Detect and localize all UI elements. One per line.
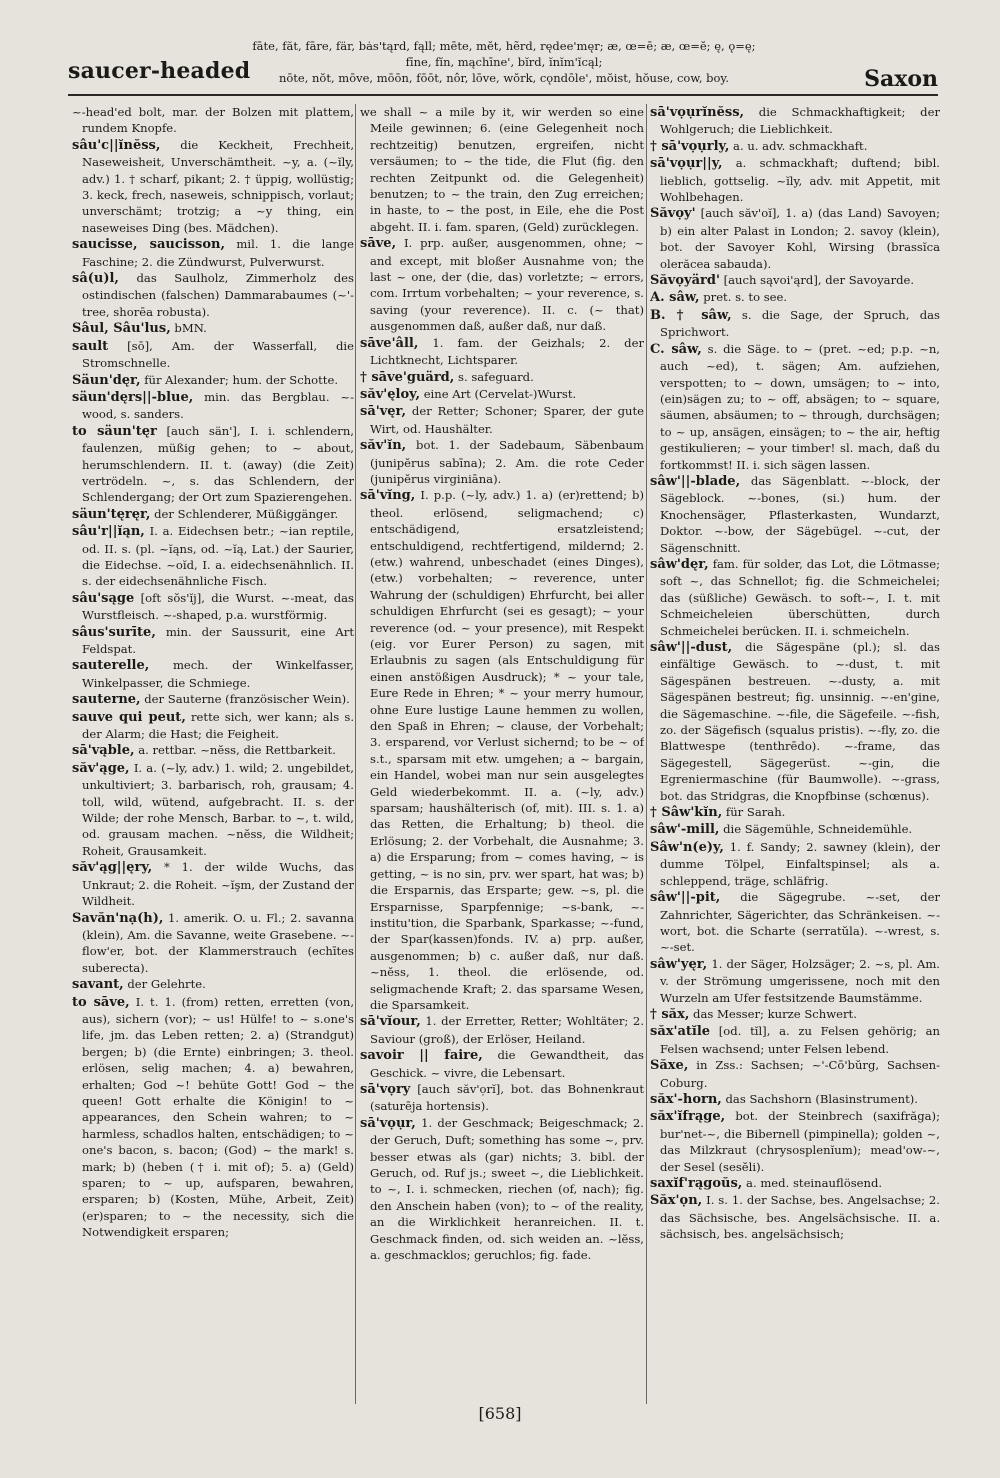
dictionary-entry <box>650 1023 940 1057</box>
headword: A. sâw, <box>650 290 700 306</box>
headword: † săx, <box>650 1006 690 1022</box>
definition-text: mech. der Winkelfasser, Winkelpasser, die Schmiege. <box>82 658 354 690</box>
headword: sâu'r||ĭąn, <box>72 524 145 540</box>
headword: Săvọy' <box>650 206 696 222</box>
column-divider <box>646 104 647 1404</box>
definition-text: a. med. steinauflösend. <box>746 1176 883 1190</box>
dictionary-entry <box>72 137 354 236</box>
headword: säun'tęręr, <box>72 506 151 522</box>
dictionary-entry <box>72 691 354 708</box>
dictionary-entry <box>72 338 354 372</box>
headword: sauterne, <box>72 692 141 708</box>
definition-text: in Zss.: Sachsen; ~'-Cō'bŭrg, Sachsen-Coburg. <box>660 1058 940 1090</box>
definition-text: eine Art (Cervelat-)Wurst. <box>423 386 577 401</box>
dictionary-entry <box>650 473 940 556</box>
headword: sā'vọry <box>360 1081 411 1097</box>
definition-text: I. s. 1. der Sachse, bes. Angelsachse; 2. das Sächsische, bes. Angelsächsische. II. a. sächsisch, bes. angelsächsisch; <box>660 1193 940 1242</box>
definition-text: 1. amerik. O. u. Fl.; 2. savanna (klein), Am. die Savanne, weite Grasebene. ~-flow'er, bot. der Klammerstrauch (echītes suberecta). <box>82 910 354 975</box>
dictionary-entry <box>72 389 354 423</box>
pronunciation-key-line: nōte, nŏt, mōve, mōōn, fōōt, nôr, lōve, wŏrk, cǫndōle', mŏist, hŏuse, cow, boy. <box>278 71 730 85</box>
definition-text: [oft sŏs'ĭj], die Wurst. ~-meat, das Wurstfleisch. ~-shaped, p.a. wurstförmig. <box>82 590 354 623</box>
headword: Savăn'nạ(h), <box>72 910 164 926</box>
dictionary-entry <box>360 437 644 487</box>
headword: sâus'surīte, <box>72 624 156 640</box>
definition-text: 1. der Geschmack; Beigeschmack; 2. der Geruch, Duft; something has some ~, prv. besser etwas als (gar) nichts; 3. bibl. der Geruch, od. Ruf js.; sweet ~, die Lieblichkeit. to ~, I. i. schmecken, riechen (of, nach); fig. den Anschein haben (von); to ~ of the reality, an die Wirklichkeit heranreichen. II. t. Geschmack finden, od. sich weiden an. ~lĕss, a. geschmacklos; geruchlos; fig. fade. <box>370 1115 644 1263</box>
dictionary-entry <box>72 742 354 759</box>
headword: săv'ąg||ęry, <box>72 860 153 876</box>
dictionary-entry <box>360 1081 644 1115</box>
headword: săx'ĭfrąge, <box>650 1109 726 1125</box>
dictionary-entry <box>360 235 644 334</box>
definition-text: 1. der Säger, Holzsäger; 2. ~s, pl. Am. v. der Strömung umgerissene, noch mit den Wurzeln am Ufer festsitzende Baumstämme. <box>660 956 940 1005</box>
definition-text: * 1. der wilde Wuchs, das Unkraut; 2. die Roheit. ~ĭşm, der Zustand der Wildheit. <box>82 860 354 909</box>
dictionary-entry <box>72 859 354 909</box>
definition-text: das Saulholz, Zimmerholz des ostindischen (falschen) Dammarabaumes (~'-tree, shorēa robusta). <box>82 271 354 319</box>
dictionary-entry <box>72 104 354 137</box>
headword: Sâw'n(e)y, <box>650 839 724 855</box>
definition-text: [sō], Am. der Wasserfall, die Stromschnelle. <box>82 338 354 371</box>
definition-text: der Sauterne (französischer Wein). <box>144 692 350 707</box>
headword: savoir || faire, <box>360 1048 483 1064</box>
dictionary-entry <box>650 956 940 1006</box>
column-2 <box>360 104 644 1404</box>
headword: sā'vọụr||y, <box>650 156 723 172</box>
headword: sâw'||-dust, <box>650 640 733 655</box>
dictionary-entry <box>72 372 354 389</box>
definition-text: der Schlenderer, Müßiggänger. <box>154 506 339 521</box>
dictionary-entry <box>360 104 644 235</box>
dictionary-entry <box>650 289 940 306</box>
headword: Săvọyärd' <box>650 273 720 289</box>
definition-text: die Sägespäne (pl.); sl. das einfältige Gewäsch. to ~-dust, t. mit Sägespänen bestreuen. ~-dusty, a. mit Sägespänen bestreut; fig. unsinnig. ~-en'gine, die Sägemaschine. ~-file, die Sägefeile. ~-fish, zo. der Sägefisch (squalus pristis). ~-fly, zo. die Blattwespe (tenthrēdo). ~-frame, das Sägegestell, Sägegerüst. ~-gin, die Egreniermaschine (für Baumwolle). ~-grass, bot. das Stridgras, die Knopfbinse (schœnus). <box>660 640 940 803</box>
definition-text: pret. s. to see. <box>703 290 788 305</box>
headword: sā'vęr, <box>360 404 406 420</box>
dictionary-entry <box>72 236 354 270</box>
definition-text: die Keckheit, Frechheit, Naseweisheit, Unverschämtheit. ~y, a. (~ĭly, adv.) 1. † scharf, pikant; 2. † üppig, wollüstig; 3. keck, frech, naseweis, schnippisch, vorlaut; unverschämt; trotzig; a ~y thing, ein naseweises Ding (bes. Mädchen). <box>82 137 354 235</box>
dictionary-entry <box>360 369 644 386</box>
definition-text: I. p.p. (~ly, adv.) 1. a) (er)rettend; b) theol. erlösend, seligmachend; c) entschädigend, ersatzleistend; entschuldigend, rechtfertigend, mildernd; 2. (etw.) wahrend, unbeschadet (eines Dinges), (etw.) vorbehalten; ~ reverence, unter Wahrung der (schuldigen) Ehrfurcht, bei aller schuldigen Ehrfurcht (sei es gesagt); ~ your reverence (od. ~ your presence), mit Respekt (eig. vor Eurer Person) zu sagen, mit Erlaubnis zu sagen (als Entschuldigung für einen anstößigen Ausdruck); * ~ your tale, Eure Rede in Ehren; * ~ your merry humour, ohne Eure lustige Laune hemmen zu wollen, den Spaß in Ehren; ~ clause, der Vorbehalt; 3. ersparend, vor Verlust sichernd; to be ~ of s.t., sparsam mit etw. umgehen; a ~ bargain, ein Handel, wobei man nur sein ausgelegtes Geld wiederbekommt. II. a. (~ly, adv.) sparsam; haushälterisch (of, mit). III. s. 1. a) das Retten, die Erhaltung; b) theol. die Erlösung; 2. der Vorbehalt, die Ausnahme; 3. a) die Ersparung; from ~ comes having, ~ is getting, ~ is no sin, prv. wer spart, hat was; b) die Ersparnis, das Ersparte; gew. ~s, pl. die Ersparnisse, Sparpfennige; ~s-bank, ~-institu'tion, die Sparbank, Sparkasse; ~-fund, der Spar(kassen)fonds. IV. a) prp. außer, ausgenommen; b) c. außer daß, nur daß. ~nĕss, 1. theol. die erlösende, od. seligmachende Kraft; 2. das sparsame Wesen, die Sparsamkeit. <box>370 488 644 1012</box>
pronunciation-key-line: fāte, făt, fāre, fär, bȧs'tąrd, fąll; mēte, mĕt, hẽrd, rędee'męr; æ, œ=ē; æ, œ=ĕ; ę, ǫ=ę; <box>252 39 756 53</box>
definition-text: [od. tĭl], a. zu Felsen gehörig; an Felsen wachsend; unter Felsen lebend. <box>660 1024 940 1056</box>
dictionary-entry <box>72 523 354 590</box>
dictionary-entry <box>72 320 354 337</box>
dictionary-entry <box>650 272 940 289</box>
definition-text: die Sägegrube. ~-set, der Zahnrichter, Sägerichter, das Schränkeisen. ~-wort, bot. die Scharte (serratŭla). ~-wrest, s. ~-set. <box>660 890 940 955</box>
definition-text: [auch săv'oĭ], 1. a) (das Land) Savoyen; b) ein alter Palast in London; 2. savoy (klein), bot. der Savoyer Kohl, Wirsing (brassĭca olerăcea sabauda). <box>660 206 940 271</box>
definition-text: a. u. adv. schmackhaft. <box>733 138 868 153</box>
dictionary-entry <box>650 1192 940 1242</box>
dictionary-entry <box>650 821 940 838</box>
headword: sâu'sąge <box>72 590 135 606</box>
definition-text: I. a. (~ly, adv.) 1. wild; 2. ungebildet, unkultiviert; 3. barbarisch, roh, grausam; 4. toll, wild, wütend, aufgebracht. II. s. der Wilde; der rohe Mensch, Barbar. to ~, t. wild, od. grausam machen. ~nĕss, die Wildheit; Roheit, Grausamkeit. <box>82 760 354 858</box>
dictionary-entry <box>72 506 354 523</box>
definition-text: mil. 1. die lange Faschine; 2. die Zündwurst, Pulverwurst. <box>82 237 354 269</box>
definition-text: rette sich, wer kann; als s. der Alarm; die Hast; die Feigheit. <box>82 709 354 742</box>
column-3 <box>650 104 940 1404</box>
dictionary-entry <box>360 1115 644 1264</box>
dictionary-entry <box>72 976 354 993</box>
definition-text: 1. fam. der Geizhals; 2. der Lichtknecht, Lichtsparer. <box>370 335 644 368</box>
headword: to säun'tęr <box>72 423 157 439</box>
headword: † sāve'guärd, <box>360 369 455 385</box>
header-rule <box>68 94 938 96</box>
dictionary-entry <box>650 341 940 473</box>
pronunciation-key <box>224 38 784 86</box>
headword: săv'ęloy, <box>360 386 420 402</box>
definition-text: I. prp. außer, ausgenommen, ohne; ~ and except, mit bloßer Ausnahme von; the last ~ one, der (die, das) vorletzte; ~ errors, com. Irrtum vorbehalten; ~ your reverence, s. saving (your reverence). II. c. (~ that) ausgenommen daß, außer daß, nur daß. <box>370 236 644 334</box>
definition-text: bMN. <box>174 321 207 336</box>
definition-text: s. die Säge. to ~ (pret. ~ed; p.p. ~n, auch ~ed), t. sägen; Am. aufziehen, verspotten; to ~ down, umsägen; to ~ into, (ein)sägen zu; to ~ off, absägen; to ~ square, säumen, absäumen; to ~ through, durchsägen; to ~ up, ansägen, einsägen; to ~ the air, heftig gestikulieren; ~ your timber! sl. mach, daß du fortkommst! II. i. sich sägen lassen. <box>660 341 940 472</box>
definition-text: die Gewandtheit, das Geschick. ~ vivre, die Lebensart. <box>370 1048 644 1080</box>
headword: C. sâw, <box>650 341 702 357</box>
right-guide-word: Saxon <box>864 66 938 92</box>
headword: Săx'ọn, <box>650 1193 703 1209</box>
definition-text: ~-head'ed bolt, mar. der Bolzen mit plattem, rundem Knopfe. <box>72 105 354 136</box>
headword: to sāve, <box>72 994 130 1010</box>
dictionary-entry <box>360 386 644 403</box>
definition-text: [auch sän'], I. i. schlendern, faulenzen, müßig gehen; to ~ about, herumschlendern. II. t. (away) (die Zeit) vertrödeln. ~, s. das Schlendern, der Schlendergang; der Ort zum Spazierengehen. <box>82 423 354 505</box>
definition-text: 1. f. Sandy; 2. sawney (klein), der dumme Tölpel, Einfaltspinsel; als a. schleppend, träge, schläfrig. <box>660 839 940 888</box>
headword: sâw'dęr, <box>650 556 709 572</box>
definition-text: a. schmackhaft; duftend; bibl. lieblich, gottselig. ~ĭly, adv. mit Appetit, mit Wohlbehagen. <box>660 156 940 205</box>
headword: Säun'dęr, <box>72 372 141 388</box>
dictionary-entry <box>650 1175 940 1192</box>
headword: sā'vọụrĭnĕss, <box>650 105 745 120</box>
dictionary-entry <box>360 335 644 369</box>
definition-text: we shall ~ a mile by it, wir werden so eine Meile gewinnen; 6. (eine Gelegenheit noch rechtzeitig) benutzen, ergreifen, nicht versäumen; to ~ the tide, die Flut (fig. den rechten Zeitpunkt od. die Gelegenheit) benutzen; to ~ the train, den Zug erreichen; in haste, to ~ the post, in Eile, ehe die Post abgeht. II. i. fam. sparen, (Geld) zurücklegen. <box>360 105 644 234</box>
definition-text: für Alexander; hum. der Schotte. <box>144 372 339 387</box>
headword: sā'vąble, <box>72 743 135 759</box>
dictionary-entry <box>650 1091 940 1108</box>
dictionary-entry <box>72 910 354 977</box>
definition-text: fam. für solder, das Lot, die Lötmasse; soft ~, das Schnellot; fig. die Schmeichelei; das (süßliche) Gewäsch. to soft-~, I. t. mit Schmeicheleien überschütten, durch Schmeichelei berücken. II. i. schmeicheln. <box>660 556 940 638</box>
definition-text: das Sägenblatt. ~-block, der Sägeblock. ~-bones, (si.) hum. der Knochensäger, Pflasterkasten, Wundarzt, Doktor. ~-bow, der Sägebügel. ~-cut, der Sägenschnitt. <box>660 473 940 555</box>
headword: Săxe, <box>650 1058 689 1074</box>
headword: săv'ąge, <box>72 760 130 776</box>
dictionary-entry <box>72 994 354 1241</box>
dictionary-entry <box>650 205 940 272</box>
headword: săx'atĭle <box>650 1024 711 1040</box>
dictionary-entry <box>650 155 940 205</box>
definition-text: [auch săv'ọrĭ], bot. das Bohnenkraut (saturēja hortensis). <box>370 1081 644 1114</box>
headword: sâu'c||ĭnĕss, <box>72 137 161 153</box>
definition-text: s. safeguard. <box>458 369 534 384</box>
headword: sâw'||-pit, <box>650 890 721 906</box>
headword: sâ(u)l, <box>72 271 119 287</box>
dictionary-entry <box>650 104 940 138</box>
dictionary-entry <box>360 403 644 437</box>
definition-text: bot. der Steinbrech (saxifrăga); bur'net-~, die Bibernell (pimpinella); golden ~, das Milzkraut (chrysosplenĭum); mead'ow-~, der Sesel (sesĕli). <box>660 1109 940 1174</box>
headword: sā'vĭour, <box>360 1014 421 1030</box>
definition-text: min. das Bergblau. ~-wood, s. sanders. <box>82 389 354 422</box>
headword: Sâul, Sâu'lus, <box>72 321 171 337</box>
dictionary-entry <box>650 138 940 155</box>
definition-text: das Sachshorn (Blasinstrument). <box>725 1091 918 1106</box>
definition-text: für Sarah. <box>725 805 786 820</box>
headword: sâw'||-blade, <box>650 473 741 489</box>
definition-text: der Retter; Schoner; Sparer, der gute Wirt, od. Haushälter. <box>370 404 644 436</box>
dictionary-entry <box>650 1006 940 1023</box>
dictionary-entry <box>650 1057 940 1091</box>
definition-text: das Messer; kurze Schwert. <box>693 1006 857 1021</box>
definition-text: 1. der Erretter, Retter; Wohltäter; 2. Saviour (groß), der Erlöser, Heiland. <box>370 1014 644 1046</box>
definition-text: s. die Sage, der Spruch, das Sprichwort. <box>660 307 940 340</box>
headword: säun'dęrs||-blue, <box>72 389 194 405</box>
dictionary-entry <box>72 657 354 691</box>
headword: săx'-horn, <box>650 1091 722 1107</box>
dictionary-entry <box>650 804 940 821</box>
headword: sā'vĭng, <box>360 488 416 504</box>
dictionary-entry <box>650 639 940 804</box>
headword: saucisse, saucisson, <box>72 237 226 253</box>
page-number: [658] <box>478 1404 522 1423</box>
dictionary-entry <box>650 307 940 341</box>
dictionary-entry <box>650 1108 940 1175</box>
headword: sâw'-mill, <box>650 822 720 838</box>
headword: sāve'âll, <box>360 335 419 351</box>
headword: săv'ĭn, <box>360 438 407 454</box>
pronunciation-key-line: fīne, fĭn, mąchīne', bĭrd, ĭnĭm'ĭcąl; <box>405 55 603 69</box>
dictionary-entry <box>72 760 354 859</box>
headword: saxĭf'rągoŭs, <box>650 1176 743 1191</box>
headword: † sā'vọụrly, <box>650 138 730 154</box>
left-guide-word: saucer-headed <box>68 58 251 84</box>
headword: sauve qui peut, <box>72 709 186 725</box>
dictionary-entry <box>72 624 354 658</box>
dictionary-entry <box>360 1047 644 1081</box>
definition-text: I. a. Eidechsen betr.; ~ian reptile, od. II. s. (pl. ~ĭąns, od. ~ĭą, Lat.) der Saurier, die Eidechse. ~oĭd, I. a. eidechsenähnlich. II. s. der eidechsenähnliche Fisch. <box>82 524 354 589</box>
definition-text: [auch sąvoi'ąrd], der Savoyarde. <box>723 273 915 288</box>
definition-text: a. rettbar. ~nĕss, die Rettbarkeit. <box>138 743 336 758</box>
column-1 <box>72 104 354 1404</box>
column-divider <box>355 104 356 1404</box>
headword: † Sâw'kĭn, <box>650 805 723 821</box>
headword: sauterelle, <box>72 658 150 674</box>
dictionary-entry <box>72 423 354 506</box>
dictionary-entry <box>650 889 940 956</box>
dictionary-entry <box>72 590 354 624</box>
headword: savant, <box>72 977 124 993</box>
dictionary-entry <box>72 270 354 320</box>
headword: sault <box>72 338 109 354</box>
headword: sā'vọụr, <box>360 1115 416 1131</box>
definition-text: I. t. 1. (from) retten, erretten (von, aus), sichern (vor); ~ us! Hülfe! to ~ s.one's life, jm. das Leben retten; 2. a) (Strandgut) bergen; b) (die Ernte) einbringen; 3. theol. erlösen, selig machen; 4. a) bewahren, erhalten; God ~! behüte Gott! God ~ the queen! Gott erhalte die Königin! to ~ appearances, den Schein wahren; to ~ harmless, schadlos halten, entschädigen; to ~ one's bacon, s. bacon; (God) ~ the mark! s. mark; b) (heben († i. mit of); 5. a) (Geld) sparen; to ~ up, aufsparen, bewahren, ersparen; b) (Kosten, Mühe, Arbeit, Zeit) (er)sparen; to ~ the necessity, sich die Notwendigkeit ersparen; <box>82 994 354 1240</box>
definition-text: min. der Saussurit, eine Art Feldspat. <box>82 624 354 656</box>
headword: sāve, <box>360 236 397 252</box>
headword: sâw'yęr, <box>650 956 708 972</box>
dictionary-entry <box>360 1013 644 1047</box>
dictionary-entry <box>72 709 354 743</box>
definition-text: der Gelehrte. <box>127 977 206 992</box>
definition-text: die Sägemühle, Schneidemühle. <box>723 822 913 837</box>
dictionary-entry <box>360 487 644 1013</box>
definition-text: bot. 1. der Sadebaum, Säbenbaum (junipĕrus sabīna); 2. Am. die rote Ceder (junipĕrus virginiāna). <box>370 438 644 486</box>
headword: B. † sâw, <box>650 307 732 323</box>
definition-text: die Schmackhaftigkeit; der Wohlgeruch; die Lieblichkeit. <box>660 105 940 137</box>
dictionary-entry <box>650 839 940 889</box>
dictionary-entry <box>650 556 940 639</box>
